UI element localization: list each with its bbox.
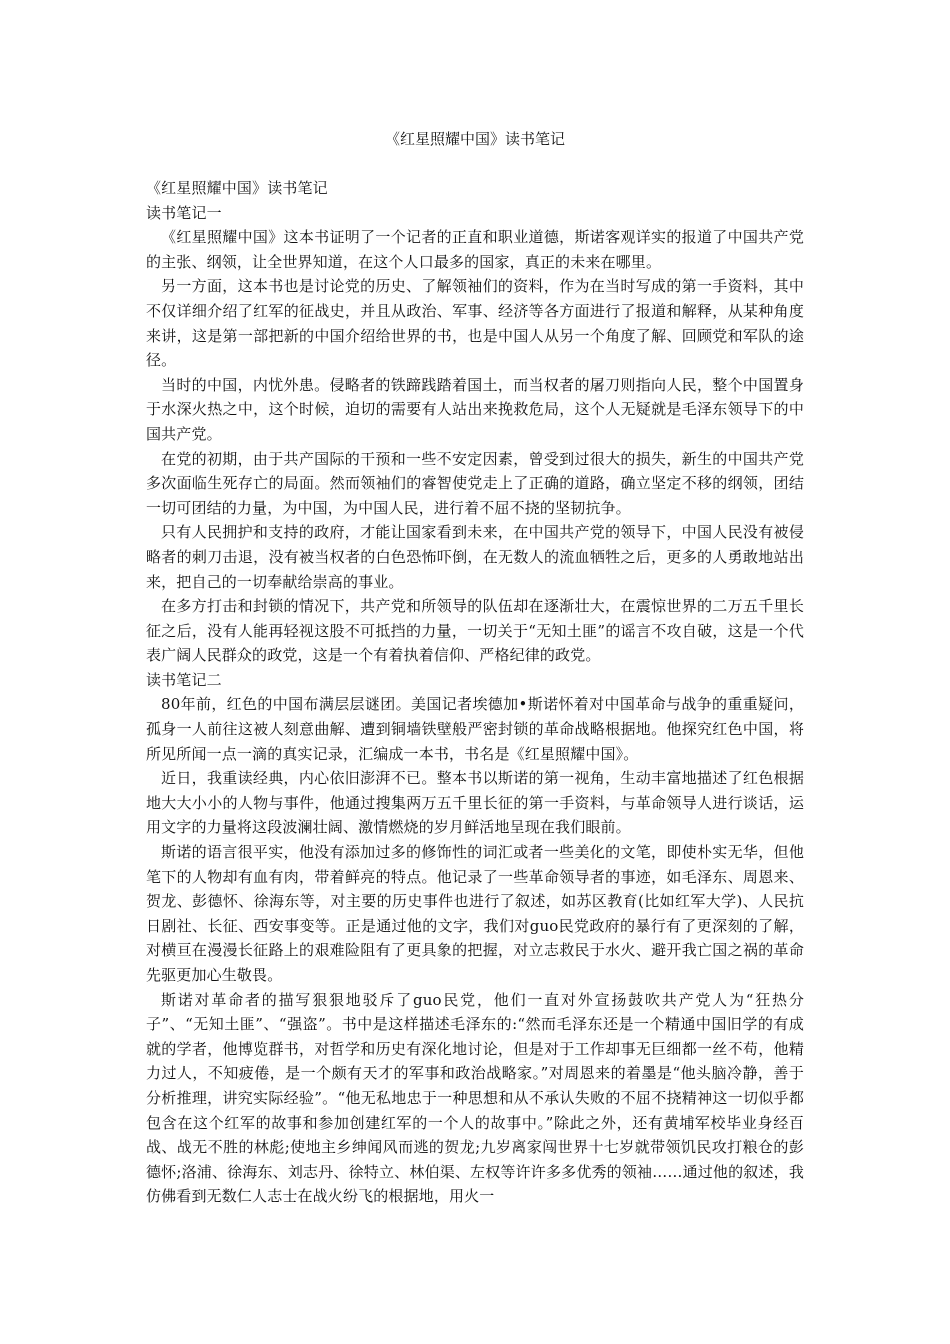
paragraph: 近日，我重读经典，内心依旧澎湃不已。整本书以斯诺的第一视角，生动丰富地描述了红色根据地大大小小的人物与事件，他通过搜集两万五千里长征的第一手资料，与革命领导人进行谈话，运用文字的力量将这段波澜壮阔、激情燃烧的岁月鲜活地呈现在我们眼前。 (146, 769, 804, 837)
paragraph: 斯诺的语言很平实，他没有添加过多的修饰性的词汇或者一些美化的文笔，即使朴实无华，但他笔下的人物却有血有肉，带着鲜亮的特点。他记录了一些革命领导者的事迹，如毛泽东、周恩来、贺龙、彭德怀、徐海东等，对主要的历史事件也进行了叙述，如苏区教育(比如红军大学)、人民抗日剧社、长征、西安事变等。正是通过他的文字，我们对guo民党政府的暴行有了更深刻的了解，对横亘在漫漫长征路上的艰难险阻有了更具象的把握，对立志救民于水火、避开我亡国之祸的革命先驱更加心生敬畏。 (146, 843, 804, 984)
section-heading-notes-two: 读书笔记二 (146, 670, 222, 689)
section-heading-notes-one: 读书笔记一 (146, 203, 222, 222)
document-title: 《红星照耀中国》读书笔记 (384, 130, 565, 148)
paragraph-heading: 《红星照耀中国》读书笔记 (146, 179, 328, 197)
paragraph: 在党的初期，由于共产国际的干预和一些不安定因素，曾受到过很大的损失，新生的中国共产党多次面临生死存亡的局面。然而领袖们的睿智使党走上了正确的道路，确立坚定不移的纲领，团结一切可团结的力量，为中国，为中国人民，进行着不屈不挠的坚韧抗争。 (146, 449, 804, 517)
document-body (146, 176, 804, 1209)
paragraph: 《红星照耀中国》这本书证明了一个记者的正直和职业道德，斯诺客观详实的报道了中国共产党的主张、纲领，让全世界知道，在这个人口最多的国家，真正的未来在哪里。 (146, 228, 804, 271)
paragraph: 另一方面，这本书也是讨论党的历史、了解领袖们的资料，作为在当时写成的第一手资料，其中不仅详细介绍了红军的征战史，并且从政治、军事、经济等各方面进行了报道和解释，从某种角度来讲，这是第一部把新的中国介绍给世界的书，也是中国人从另一个角度了解、回顾党和军队的途径。 (146, 277, 804, 370)
paragraph: 80年前，红色的中国布满层层谜团。美国记者埃德加•斯诺怀着对中国革命与战争的重重疑问，孤身一人前往这被人刻意曲解、遭到铜墙铁壁般严密封锁的革命战略根据地。他探究红色中国，将所见所闻一点一滴的真实记录，汇编成一本书，书名是《红星照耀中国》。 (146, 695, 804, 763)
paragraph: 只有人民拥护和支持的政府，才能让国家看到未来，在中国共产党的领导下，中国人民没有被侵略者的刺刀击退，没有被当权者的白色恐怖吓倒，在无数人的流血牺牲之后，更多的人勇敢地站出来，把自己的一切奉献给崇高的事业。 (146, 523, 804, 591)
paragraph: 当时的中国，内忧外患。侵略者的铁蹄践踏着国土，而当权者的屠刀则指向人民，整个中国置身于水深火热之中，这个时候，迫切的需要有人站出来挽救危局，这个人无疑就是毛泽东领导下的中国共产党。 (146, 375, 804, 443)
paragraph: 斯诺对革命者的描写狠狠地驳斥了guo民党，他们一直对外宣扬鼓吹共产党人为“狂热分子”、“无知土匪”、“强盗”。书中是这样描述毛泽东的:“然而毛泽东还是一个精通中国旧学的有成就的学者，他博览群书，对哲学和历史有深化地讨论，但是对于工作却事无巨细都一丝不苟，他精力过人，不知疲倦，是一个颇有天才的军事和政治战略家。”对周恩来的着墨是“他头脑冷静，善于分析推理，讲究实际经验”。“他无私地忠于一种思想和从不承认失败的不屈不挠精神这一切似乎都包含在这个红军的故事和参加创建红军的一个人的故事中。”除此之外，还有黄埔军校毕业身经百战、战无不胜的林彪;使地主乡绅闻风而逃的贺龙;九岁离家闯世界十七岁就带领饥民攻打粮仓的彭德怀;洛浦、徐海东、刘志丹、徐特立、林伯渠、左权等许许多多优秀的领袖……通过他的叙述，我仿佛看到无数仁人志士在战火纷飞的根据地，用火一 (146, 990, 804, 1206)
paragraph: 在多方打击和封锁的情况下，共产党和所领导的队伍却在逐渐壮大，在震惊世界的二万五千里长征之后，没有人能再轻视这股不可抵挡的力量，一切关于“无知土匪”的谣言不攻自破，这是一个代表广阔人民群众的政党，这是一个有着执着信仰、严格纪律的政党。 (146, 597, 804, 665)
